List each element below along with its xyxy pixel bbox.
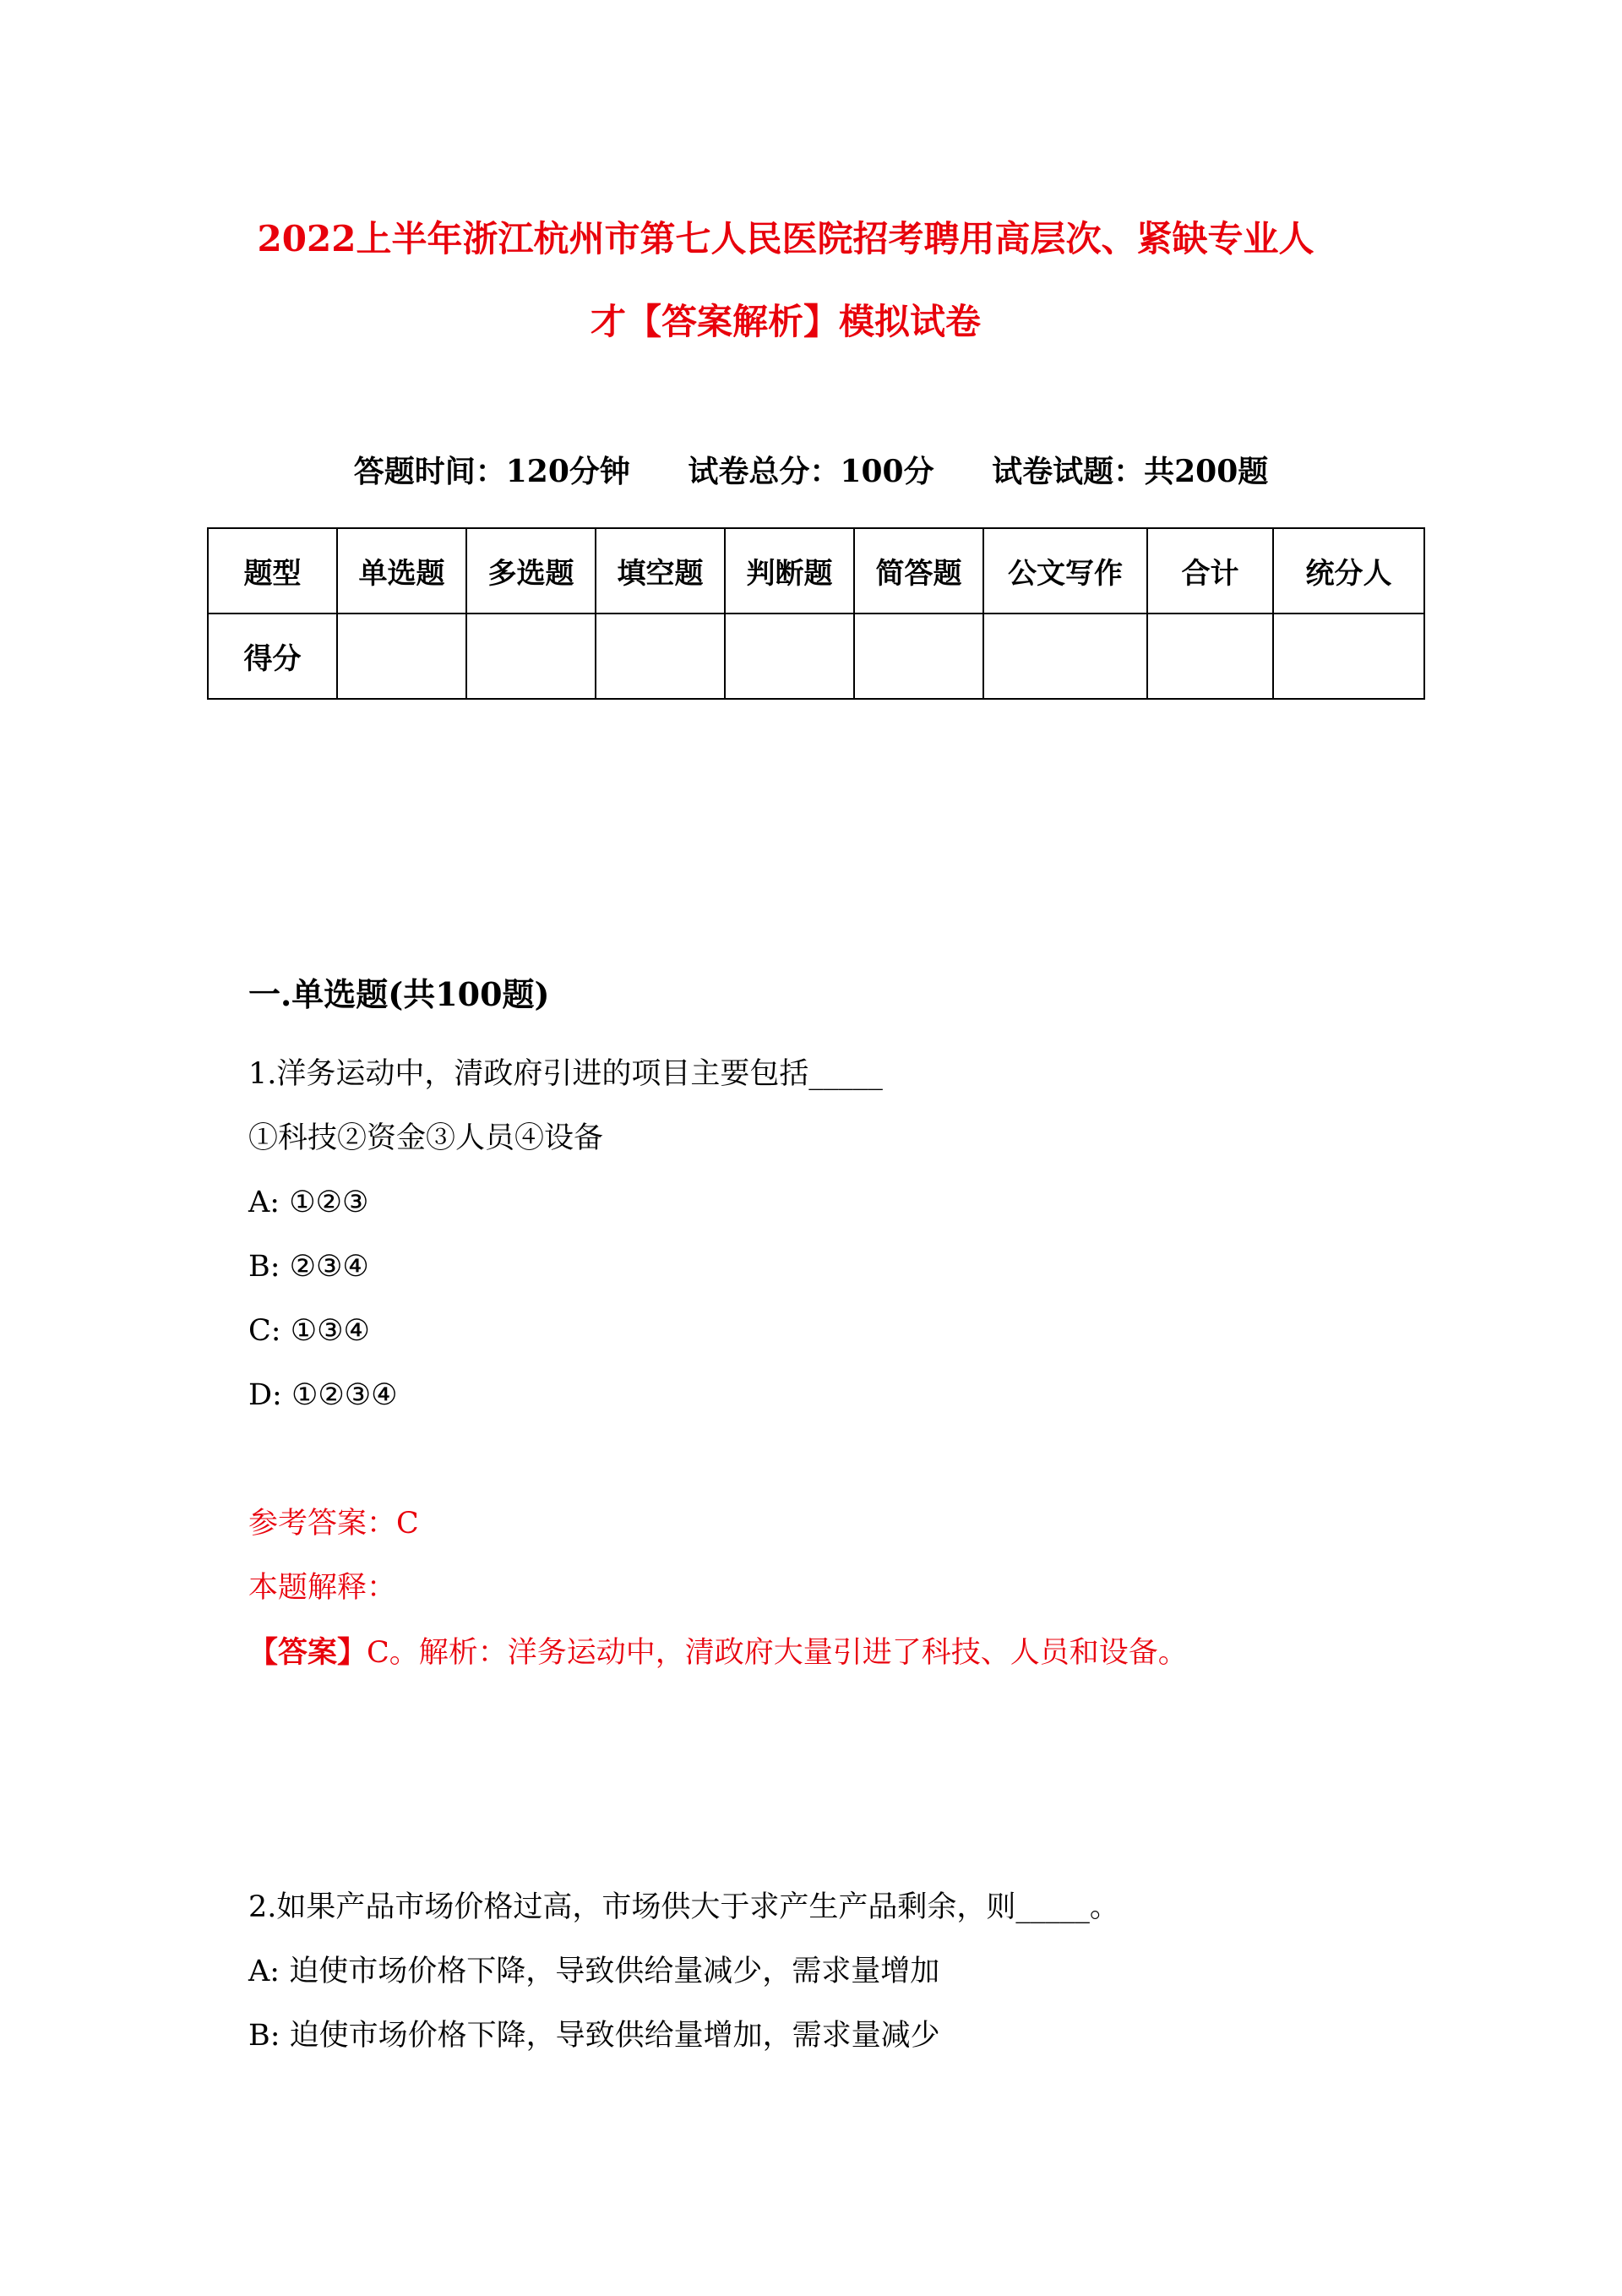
- score-cell: [596, 614, 725, 699]
- score-cell: [983, 614, 1147, 699]
- question-1-stem: 1.洋务运动中，清政府引进的项目主要包括_____: [248, 1057, 883, 1091]
- score-cell: [337, 614, 466, 699]
- score-table-header-row: [208, 528, 1424, 614]
- score-cell: [1147, 614, 1273, 699]
- question-1-option-c: C: ①③④: [248, 1314, 370, 1348]
- score-table-header-cell: 公文写作: [983, 528, 1147, 614]
- score-table-header-cell: 单选题: [337, 528, 466, 614]
- document-title-line-1: 2022上半年浙江杭州市第七人民医院招考聘用高层次、紧缺专业人: [257, 218, 1314, 259]
- score-table-header-cell: 填空题: [596, 528, 725, 614]
- score-cell: [1273, 614, 1424, 699]
- exam-meta: [169, 456, 1453, 487]
- question-1-answer: 参考答案：C: [248, 1507, 419, 1541]
- score-table-header-cell: 简答题: [854, 528, 983, 614]
- question-1-option-d: D: ①②③④: [248, 1378, 398, 1412]
- score-row-label: 得分: [208, 614, 337, 699]
- question-1-explanation: [248, 1635, 1188, 1670]
- score-table-score-row: [208, 614, 1424, 699]
- exam-total-score: 试卷总分：100分: [688, 454, 934, 489]
- exam-time: 答题时间：120分钟: [353, 454, 630, 489]
- score-cell: [725, 614, 854, 699]
- section-title: 一.单选题(共100题): [248, 975, 550, 1013]
- question-1-option-b: B: ②③④: [248, 1250, 369, 1284]
- score-table-header-cell: 判断题: [725, 528, 854, 614]
- question-1-option-a: A: ①②③: [248, 1186, 369, 1219]
- score-table-header-cell: 统分人: [1273, 528, 1424, 614]
- answer-bracket-label: 【答案】: [248, 1635, 367, 1670]
- score-table: [207, 527, 1425, 700]
- score-table-header-cell: 合计: [1147, 528, 1273, 614]
- score-table-header-cell: 题型: [208, 528, 337, 614]
- question-2-stem: 2.如果产品市场价格过高，市场供大于求产生产品剩余，则_____。: [248, 1890, 1119, 1924]
- score-cell: [466, 614, 596, 699]
- score-cell: [854, 614, 983, 699]
- question-2-option-a: A: 迫使市场价格下降，导致供给量减少，需求量增加: [248, 1955, 940, 1988]
- score-table-header-cell: 多选题: [466, 528, 596, 614]
- exam-question-count: 试卷试题：共200题: [992, 454, 1269, 489]
- document-title-line-2: 才【答案解析】模拟试卷: [590, 301, 981, 342]
- question-1-items: ①科技②资金③人员④设备: [248, 1121, 604, 1155]
- question-1-explain-label: 本题解释：: [248, 1571, 397, 1605]
- explanation-text: C。解析：洋务运动中，清政府大量引进了科技、人员和设备。: [367, 1636, 1188, 1670]
- question-2-option-b: B: 迫使市场价格下降，导致供给量增加，需求量减少: [248, 2019, 940, 2053]
